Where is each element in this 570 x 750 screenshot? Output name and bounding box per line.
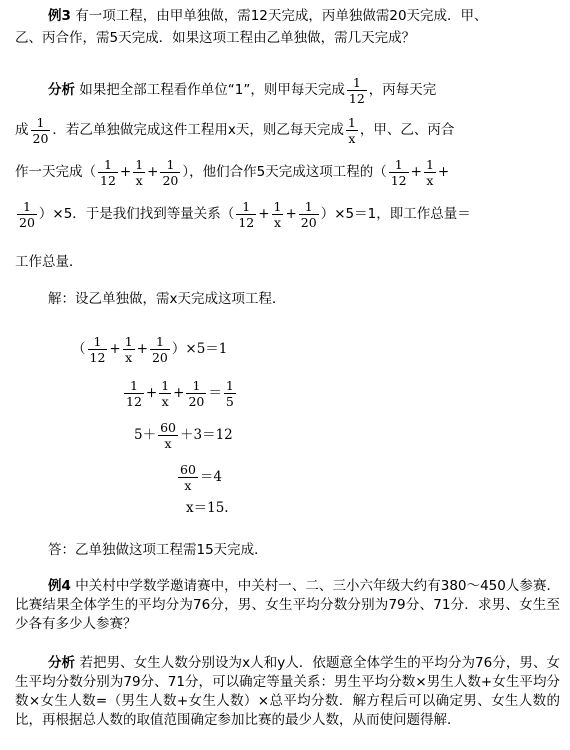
analysis3-label: 分析: [48, 82, 75, 98]
fraction-1-20: $\frac{1}{20}$: [32, 114, 49, 146]
analysis4-label: 分析: [48, 655, 76, 671]
example4-paragraph: 例4 中关村中学数学邀请赛中，中关村一、二、三小六年级大约有380～450人参赛．比赛结果全体学生的平均分为76分，男、女生平均分数分别为79分、71分．求男、女生至少各有多少人参赛？: [15, 578, 560, 632]
analysis4-paragraph: 分析 若把男、女生人数分别设为x人和y人．依题意全体学生的平均分为76分，男、女生平均分数分别为79分、71分，可以确定等量关系：男生平均分数×男生人数+女生平均分数×女生人数=（男生人数+女生人数）×总平均分数．解方程后可以确定男、女生人数的比，再根据总人数的取值范围确定参加比赛的最少人数，从而使问题得解．: [15, 655, 561, 728]
solution-equation-4: $\frac{60}{x}$ ＝4: [180, 462, 222, 493]
example3-line2: 乙、丙合作，需5天完成．如果这项工程由乙单独做，需几天完成？: [15, 30, 416, 46]
example3-label: 例3: [48, 8, 71, 24]
analysis3-line3: 作一天完成（ $\frac{1}{12}$ + $\frac{1}{x}$ + $\frac{1}{20}$ ），他们合作5天完成这项工程的（ $\frac{1}{12}$ + $\frac{1}{x}$ +: [15, 156, 450, 188]
analysis3-line5: 工作总量．: [15, 254, 83, 270]
example3-line1: 例3 有一项工程，由甲单独做，需12天完成，丙单独做需20天完成．甲、: [48, 8, 488, 24]
solution-equation-3: 5＋ $\frac{60}{x}$ ＋3＝12: [134, 420, 233, 451]
solution-intro: 解：设乙单独做，需x天完成这项工程．: [48, 291, 286, 307]
fraction-1-x: $\frac{1}{x}$: [347, 114, 356, 146]
analysis3-line1: 分析 如果把全部工程看作单位“1”，则甲每天完成 $\frac{1}{12}$ ，丙每天完: [48, 74, 437, 106]
solution-equation-1: （ $\frac{1}{12}$ + $\frac{1}{x}$ + $\frac{1}{20}$ ）×5＝1: [72, 334, 228, 365]
analysis3-line2: 成 $\frac{1}{20}$ ．若乙单独做完成这件工程用x天，则乙每天完成 $\frac{1}{x}$ ，甲、乙、丙合: [15, 114, 455, 146]
fraction-1-12: $\frac{1}{12}$: [348, 74, 365, 106]
analysis3-line4: $\frac{1}{20}$ ）×5．于是我们找到等量关系（ $\frac{1}{12}$ + $\frac{1}{x}$ + $\frac{1}{20}$ ）×5＝1，即工作总量＝: [19, 198, 471, 230]
solution-equation-2: $\frac{1}{12}$ + $\frac{1}{x}$ + $\frac{1}{20}$ ＝ $\frac{1}{5}$: [126, 378, 234, 409]
example4-label: 例4: [48, 578, 71, 594]
solution-answer: 答：乙单独做这项工程需15天完成．: [48, 542, 268, 558]
solution-equation-5: x＝15.: [186, 500, 229, 516]
